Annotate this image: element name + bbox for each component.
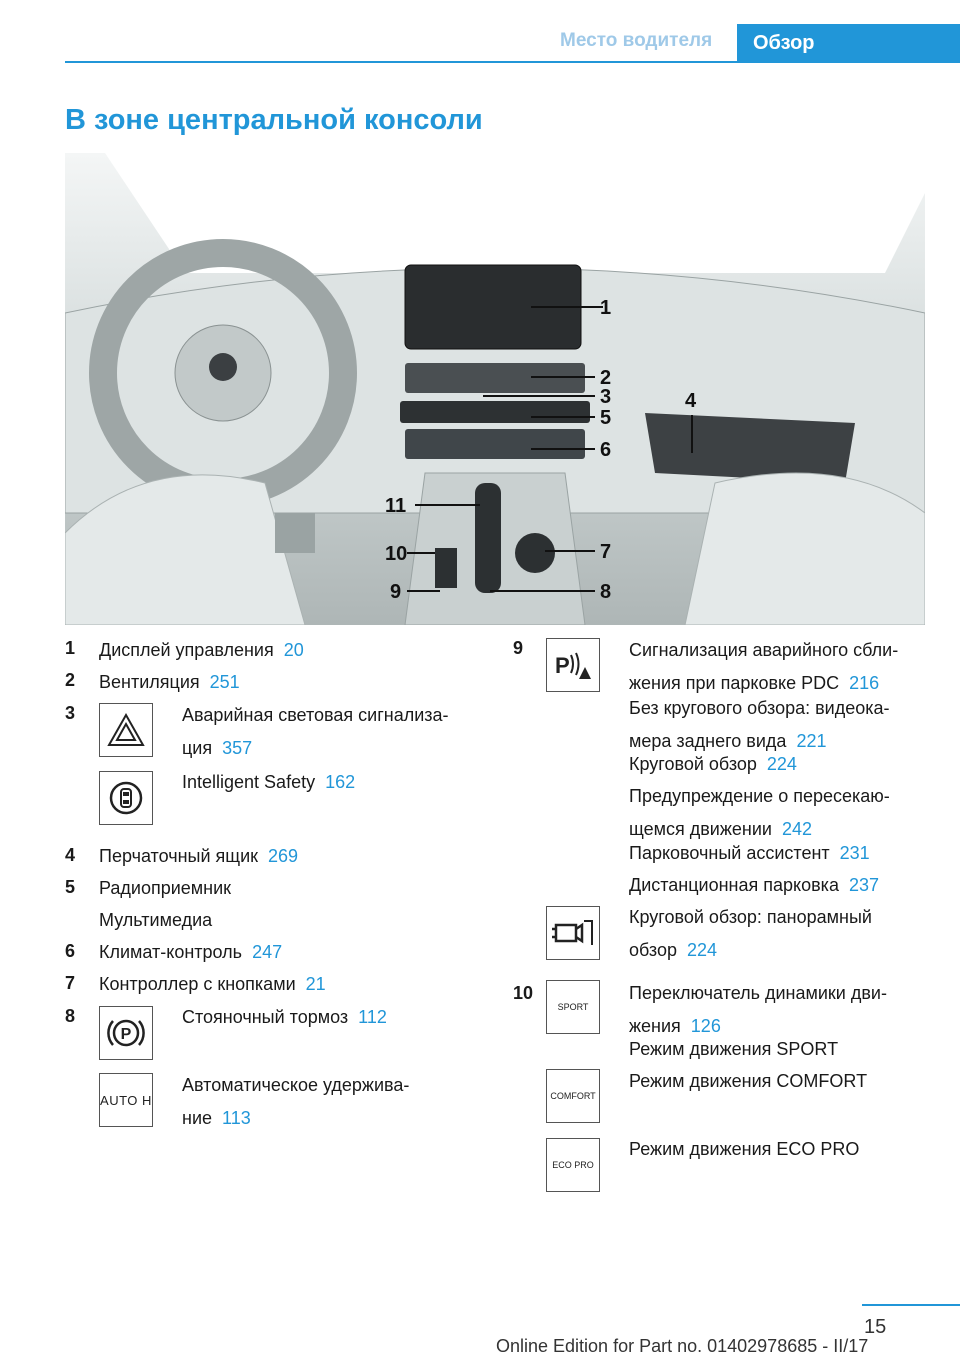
item-label: Режим движения COMFORT	[629, 1071, 868, 1091]
callout-11: 11	[385, 495, 407, 517]
legend-item	[182, 1069, 409, 1135]
callout-6: 6	[600, 439, 612, 461]
comfort-button-icon: COMFORT	[546, 1069, 600, 1123]
legend-item	[629, 634, 898, 700]
legend-item	[629, 1133, 859, 1166]
legend-item	[182, 766, 355, 799]
item-number: 8	[65, 1006, 76, 1026]
legend-item	[99, 872, 231, 905]
page-ref-link[interactable]: 113	[222, 1108, 251, 1128]
item-number: 3	[65, 703, 76, 723]
callout-8: 8	[600, 581, 612, 603]
legend-item	[99, 936, 282, 969]
callout-10: 10	[385, 543, 408, 565]
legend-item	[99, 840, 298, 873]
auto-hold-icon: AUTO H	[99, 1073, 153, 1127]
item-number: 4	[65, 845, 76, 865]
callout-2: 2	[600, 367, 612, 389]
legend-item	[99, 904, 212, 937]
item-label: жения	[629, 1016, 681, 1036]
page-ref-link[interactable]: 112	[358, 1007, 387, 1027]
item-label: Сигнализация аварийного сбли-	[629, 640, 899, 660]
legend-item	[629, 1033, 838, 1066]
callout-7: 7	[600, 541, 612, 563]
header-tab: Обзор	[737, 24, 960, 62]
page-ref-link[interactable]: 251	[209, 672, 240, 692]
legend-item	[629, 837, 870, 870]
cockpit-illustration	[65, 153, 925, 625]
item-label: Режим движения ECO PRO	[629, 1139, 860, 1159]
callout-1: 1	[600, 297, 612, 319]
intelligent-safety-icon	[99, 771, 153, 825]
item-label: Мультимедиа	[99, 910, 213, 930]
item-label: Круговой обзор: панорамный	[629, 907, 872, 927]
item-label: Аварийная световая сигнализа-	[182, 705, 449, 725]
legend-item	[182, 699, 449, 765]
item-label: Стояночный тормоз	[182, 1007, 349, 1027]
footer-rule	[862, 1304, 960, 1306]
legend-item	[182, 1001, 387, 1034]
page-ref-link[interactable]: 221	[796, 731, 827, 751]
legend-item	[629, 1065, 867, 1098]
edition-note: Online Edition for Part no. 01402978685 - II/17	[496, 1336, 869, 1356]
callout-5: 5	[600, 407, 612, 429]
item-label: Предупреждение о пересекаю-	[629, 786, 890, 806]
legend-item	[629, 901, 872, 967]
eco-pro-button-icon: ECO PRO	[546, 1138, 600, 1192]
item-number: 7	[65, 973, 76, 993]
svg-text:P: P	[555, 653, 570, 678]
page-ref-link[interactable]: 237	[848, 875, 879, 895]
page-ref-link[interactable]: 357	[222, 738, 253, 758]
page-number: 15	[864, 1316, 887, 1338]
pdc-parking-sensor-icon	[546, 638, 600, 692]
item-label: Контроллер с кнопками	[99, 974, 296, 994]
page-ref-link[interactable]: 126	[690, 1016, 721, 1036]
page-ref-link[interactable]: 21	[305, 974, 326, 994]
item-label: Переключатель динамики дви-	[629, 983, 887, 1003]
item-label: Дистанционная парковка	[629, 875, 839, 895]
page-ref-link[interactable]: 224	[766, 754, 797, 774]
page-ref-link[interactable]: 231	[839, 843, 870, 863]
item-number: 2	[65, 670, 76, 690]
item-label: Вентиляция	[99, 672, 200, 692]
item-label: Перчаточный ящик	[99, 846, 259, 866]
item-label: ция	[182, 738, 213, 758]
item-label: Круговой обзор	[629, 754, 757, 774]
item-label: Дисплей управления	[99, 640, 274, 660]
callout-9: 9	[390, 581, 402, 603]
page-title: В зоне центральной консоли	[65, 104, 483, 136]
item-label: Парковочный ассистент	[629, 843, 830, 863]
parking-brake-icon	[99, 1006, 153, 1060]
item-number: 9	[513, 638, 524, 658]
header-rule	[65, 61, 960, 63]
page-ref-link[interactable]: 269	[268, 846, 299, 866]
item-label: Автоматическое удержива-	[182, 1075, 410, 1095]
legend-item	[99, 634, 304, 667]
legend-item	[629, 869, 879, 902]
legend-item	[99, 968, 326, 1001]
page-ref-link[interactable]: 20	[283, 640, 304, 660]
callout-3: 3	[600, 386, 612, 408]
page-ref-link[interactable]: 242	[781, 819, 813, 839]
item-label: Без кругового обзора: видеока-	[629, 698, 890, 718]
legend-item	[629, 748, 797, 781]
header-section-label: Место водителя	[560, 30, 713, 51]
item-label: Intelligent Safety	[182, 772, 316, 792]
page-ref-link[interactable]: 216	[849, 673, 880, 693]
item-number: 5	[65, 877, 76, 897]
item-label: Радиоприемник	[99, 878, 232, 898]
sport-button-icon: SPORT	[546, 980, 600, 1034]
item-label: щемся движении	[629, 819, 772, 839]
hazard-warning-icon	[99, 703, 153, 757]
page-ref-link[interactable]: 162	[325, 772, 356, 792]
item-number: 1	[65, 638, 76, 658]
item-label: Климат-контроль	[99, 942, 243, 962]
item-label: Режим движения SPORT	[629, 1039, 839, 1059]
callout-4: 4	[685, 390, 697, 412]
legend-item	[99, 666, 240, 699]
svg-text:P: P	[120, 1026, 132, 1043]
item-number: 10	[513, 983, 534, 1003]
item-label: мера заднего вида	[629, 731, 787, 751]
page-ref-link[interactable]: 224	[687, 940, 718, 960]
camera-panorama-icon	[546, 906, 600, 960]
item-label: обзор	[629, 940, 677, 960]
item-number: 6	[65, 941, 76, 961]
item-label: жения при парковке PDC	[629, 673, 840, 693]
item-label: ние	[182, 1108, 213, 1128]
page-ref-link[interactable]: 247	[252, 942, 283, 962]
